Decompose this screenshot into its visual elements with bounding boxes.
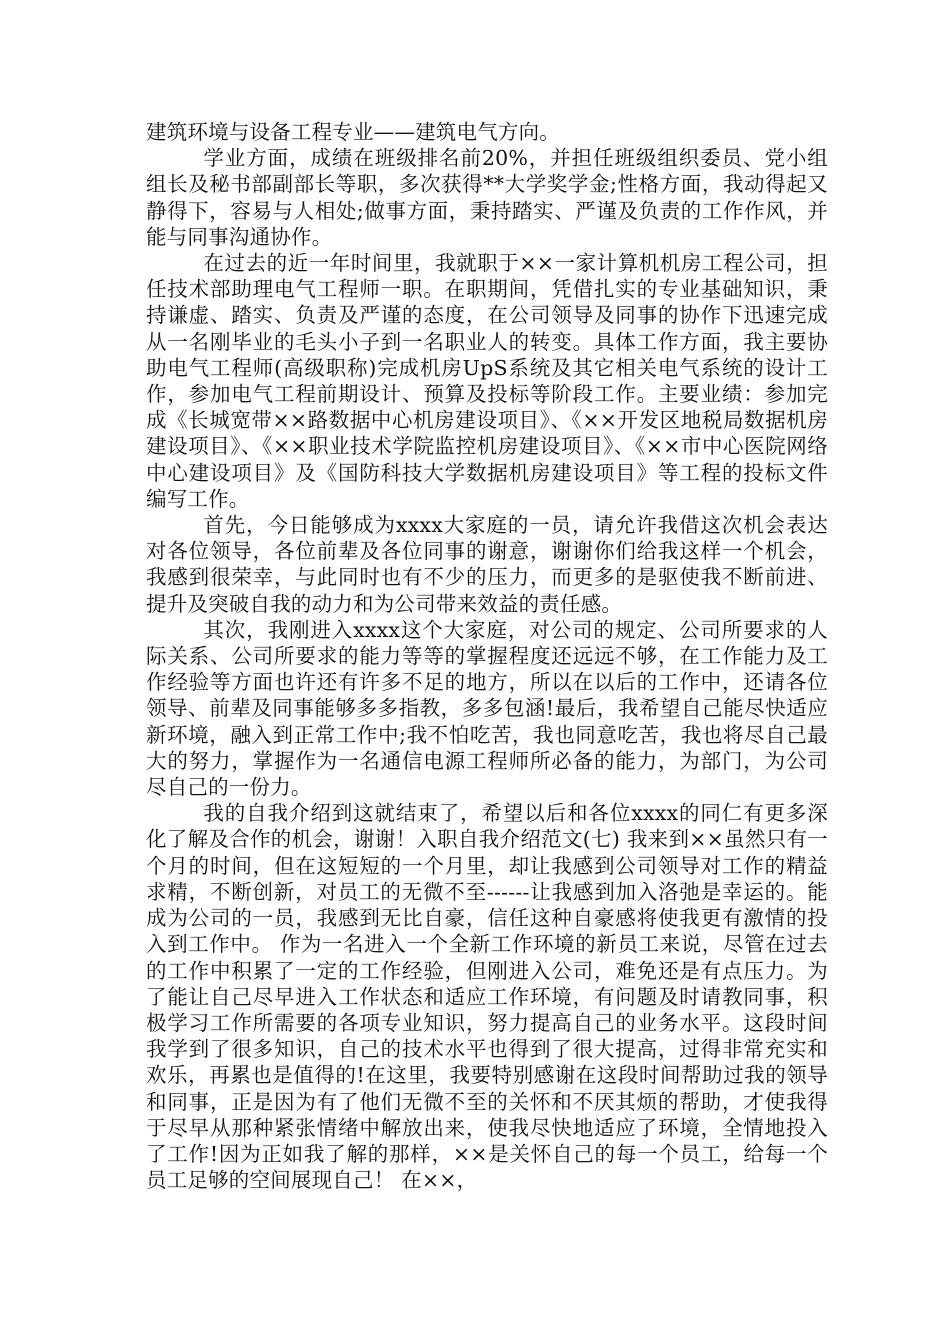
document-body <box>146 119 828 1193</box>
paragraph-adaptation: 其次，我刚进入xxxx这个大家庭，对公司的规定、公司所要求的人际关系、公司所要求的能力等等的掌握程度还远远不够，在工作能力及工作经验等方面也许还有许多不足的地方，所以在以后的工作中，还请各位领导、前辈及同事能够多多指教，多多包涵!最后，我希望自己能尽快适应新环境，融入到正常工作中;我不怕吃苦，我也同意吃苦，我也将尽自己最大的努力，掌握作为一名通信电源工程师所必备的能力，为部门，为公司尽自己的一份力。 <box>146 617 828 800</box>
paragraph-work-experience: 在过去的近一年时间里，我就职于××一家计算机机房工程公司，担任技术部助理电气工程师一职。在职期间，凭借扎实的专业基础知识，秉持谦虚、踏实、负责及严谨的态度，在公司领导及同事的协作下迅速完成从一名刚毕业的毛头小子到一名职业人的转变。具体工作方面，我主要协助电气工程师(高级职称)完成机房UpS系统及其它相关电气系统的设计工作，参加电气工程前期设计、预算及投标等阶段工作。主要业绩：参加完成《长城宽带××路数据中心机房建设项目》、《××开发区地税局数据机房建设项目》、《××职业技术学院监控机房建设项目》、《××市中心医院网络中心建设项目》及《国防科技大学数据机房建设项目》等工程的投标文件编写工作。 <box>146 251 828 511</box>
paragraph-academics: 学业方面，成绩在班级排名前20%，并担任班级组织委员、党小组组长及秘书部副部长等职，多次获得**大学奖学金;性格方面，我动得起又静得下，容易与人相处;做事方面，秉持踏实、严谨及负责的工作作风，并能与同事沟通协作。 <box>146 146 828 249</box>
paragraph-gratitude: 首先，今日能够成为xxxx大家庭的一员，请允许我借这次机会表达对各位领导，各位前辈及各位同事的谢意，谢谢你们给我这样一个机会，我感到很荣幸，与此同时也有不少的压力，而更多的是驱使我不断前进、提升及突破自我的动力和为公司带来效益的责任感。 <box>146 513 828 616</box>
paragraph-closing: 我的自我介绍到这就结束了，希望以后和各位xxxx的同仁有更多深化了解及合作的机会，谢谢！入职自我介绍范文(七) 我来到××虽然只有一个月的时间，但在这短短的一个月里，却让我感到公司领导对工作的精益求精，不断创新，对员工的无微不至------让我感到加入洛弛是幸运的。能成为公司的一员，我感到无比自豪，信任这种自豪感将使我更有激情的投入到工作中。 作为一名进入一个全新工作环境的新员工来说，尽管在过去的工作中积累了一定的工作经验，但刚进入公司，难免还是有点压力。为了能让自己尽早进入工作状态和适应工作环境，有问题及时请教同事，积极学习工作所需要的各项专业知识，努力提高自己的业务水平。这段时间我学到了很多知识，自己的技术水平也得到了很大提高，过得非常充实和欢乐，再累也是值得的!在这里，我要特别感谢在这段时间帮助过我的领导和同事，正是因为有了他们无微不至的关怀和不厌其烦的帮助，才使我得于尽早从那种紧张情绪中解放出来，使我尽快地适应了环境，全情地投入了工作!因为正如我了解的那样，××是关怀自己的每一个员工，给每一个员工足够的空间展现自己！ 在××， <box>146 801 828 1193</box>
paragraph-major: 建筑环境与设备工程专业——建筑电气方向。 <box>146 120 560 144</box>
